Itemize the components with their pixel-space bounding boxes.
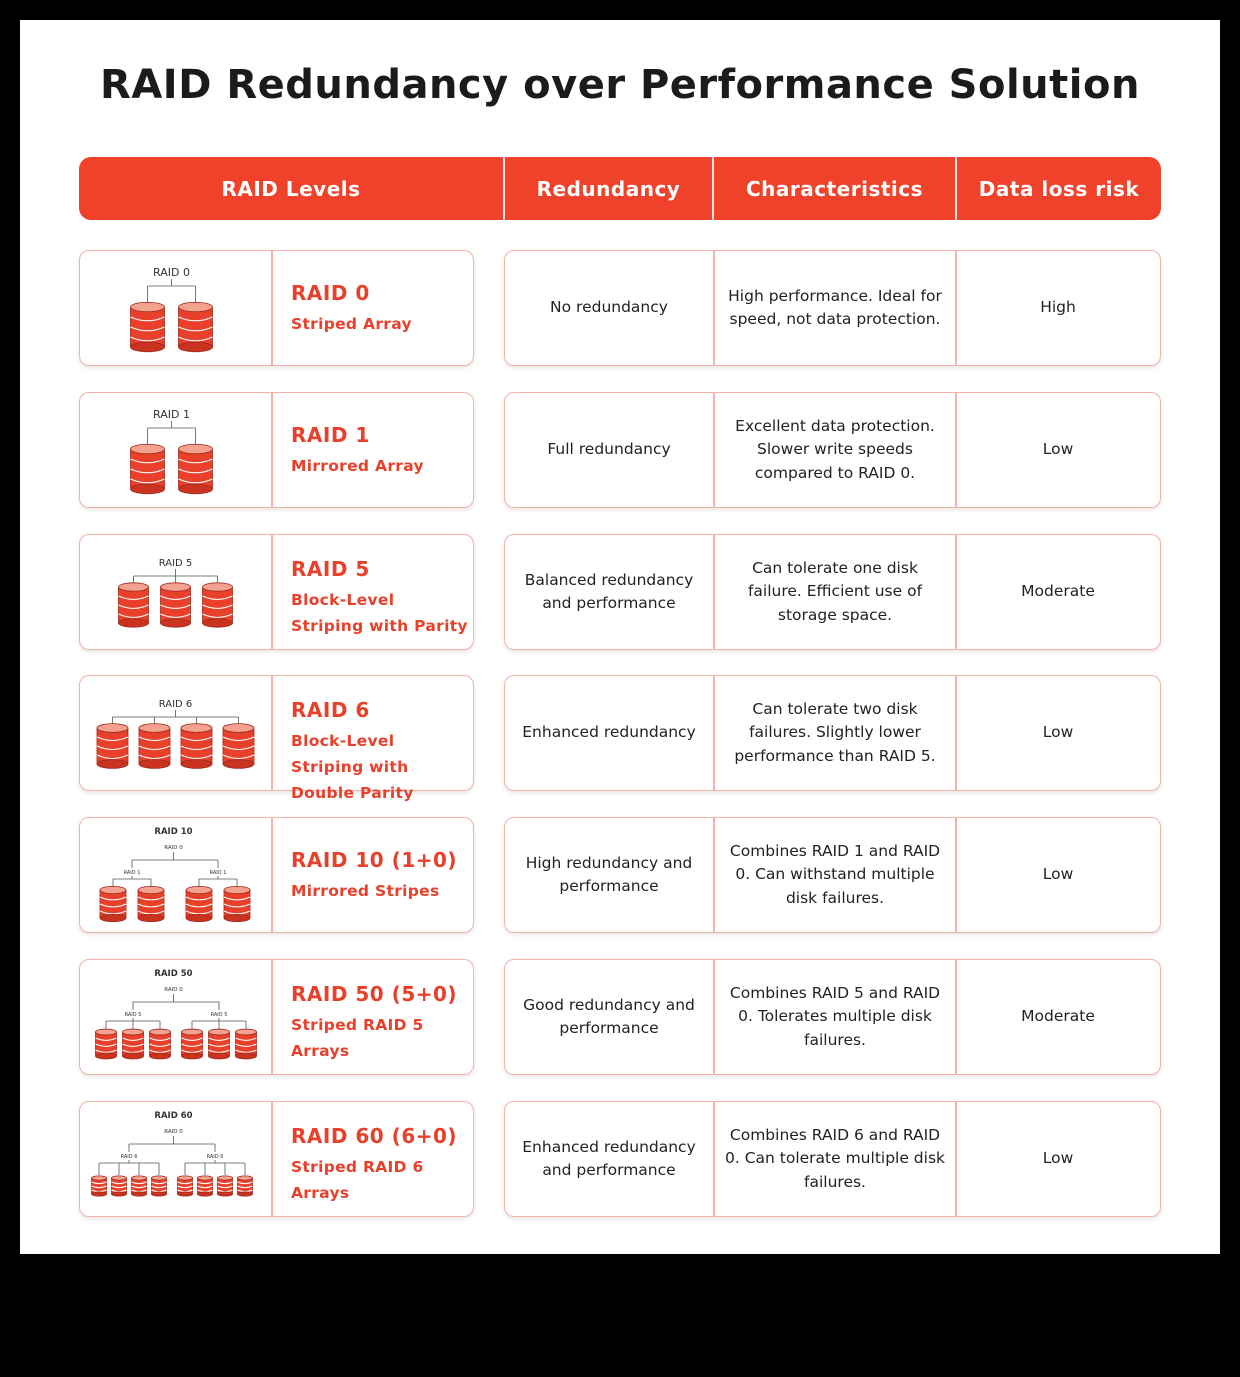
raid-details-card: [504, 959, 1161, 1075]
raid-level-card: [79, 817, 474, 933]
disk-icon: [218, 1176, 233, 1196]
data-loss-risk-cell: Moderate: [1021, 582, 1095, 601]
raid-level-name: RAID 6: [291, 698, 370, 722]
disk-icon: [198, 1176, 213, 1196]
redundancy-cell: Balanced redundancy and performance: [524, 570, 694, 612]
disk-icon: [179, 444, 213, 494]
raid-level-text: [291, 1124, 471, 1206]
raid-diagram-svg: [80, 818, 271, 932]
diagram-label: RAID 6: [120, 1154, 138, 1160]
card-divider: [271, 676, 273, 790]
diagram-label: RAID 1: [123, 870, 141, 876]
diagram-label: RAID 5: [158, 558, 193, 569]
raid-level-name: RAID 50 (5+0): [291, 982, 458, 1006]
raid-diagram: [80, 535, 271, 649]
disk-icon: [97, 724, 128, 769]
diagram-label: RAID 1: [153, 408, 190, 421]
raid-diagram: [80, 960, 271, 1074]
raid-diagram-svg: [80, 960, 271, 1074]
disk-icon: [152, 1176, 167, 1196]
characteristics-cell: Combines RAID 6 and RAID 0. Can tolerate multiple disk failures.: [724, 1125, 946, 1191]
disk-icon: [223, 724, 254, 769]
diagram-label: RAID 1: [209, 870, 227, 876]
raid-diagram-svg: [80, 251, 271, 365]
characteristics-cell: Combines RAID 5 and RAID 0. Tolerates multiple disk failures.: [729, 983, 941, 1049]
disk-icon: [131, 444, 165, 494]
raid-row: [0, 1101, 1240, 1217]
raid-level-text: [291, 281, 471, 337]
raid-level-description: Mirrored Stripes: [291, 882, 440, 900]
disk-icon: [236, 1029, 257, 1059]
diagram-label: RAID 6: [158, 699, 193, 710]
raid-level-name: RAID 1: [291, 423, 370, 447]
disk-icon: [178, 1176, 193, 1196]
data-loss-risk-cell: Low: [1042, 865, 1074, 884]
disk-icon: [186, 886, 212, 921]
data-loss-risk-cell: Moderate: [1021, 1007, 1095, 1026]
header-redundancy: Redundancy: [536, 176, 681, 201]
characteristics-cell: Can tolerate two disk failures. Slightly lower performance than RAID 5.: [734, 699, 936, 765]
raid-level-description: Striped RAID 5 Arrays: [291, 1016, 424, 1060]
raid-level-description: Block-Level Striping with Double Parity: [291, 732, 414, 802]
diagram-label: RAID 60: [154, 1111, 193, 1121]
raid-level-name: RAID 5: [291, 557, 370, 581]
raid-diagram: [80, 676, 271, 790]
raid-diagram: [80, 818, 271, 932]
redundancy-cell: Enhanced redundancy and performance: [522, 1137, 696, 1179]
raid-details-card: [504, 250, 1161, 366]
raid-details-card: [504, 675, 1161, 791]
card-divider: [271, 535, 273, 649]
raid-level-description: Mirrored Array: [291, 457, 424, 475]
disk-icon: [112, 1176, 127, 1196]
disk-icon: [181, 724, 212, 769]
raid-row: [0, 250, 1240, 366]
diagram-label: RAID 5: [124, 1012, 142, 1018]
raid-row: [0, 959, 1240, 1075]
raid-diagram-svg: [80, 676, 271, 790]
redundancy-cell: Full redundancy: [547, 440, 671, 459]
disk-icon: [238, 1176, 253, 1196]
raid-details-card: [504, 392, 1161, 508]
raid-diagram: [80, 251, 271, 365]
disk-icon: [138, 886, 164, 921]
disk-icon: [96, 1029, 117, 1059]
disk-icon: [150, 1029, 171, 1059]
raid-level-card: [79, 675, 474, 802]
diagram-label: RAID 10: [154, 827, 193, 837]
card-divider: [271, 393, 273, 507]
characteristics-cell: Can tolerate one disk failure. Efficient use of storage space.: [747, 558, 923, 624]
header-characteristics: Characteristics: [745, 176, 924, 201]
diagram-label: RAID 0: [164, 845, 183, 851]
raid-details-card: [504, 1101, 1161, 1217]
card-divider: [271, 960, 273, 1074]
disk-icon: [100, 886, 126, 921]
card-divider: [271, 818, 273, 932]
raid-level-text: [291, 982, 471, 1064]
redundancy-cell: Good redundancy and performance: [523, 995, 695, 1037]
data-loss-risk-cell: High: [1040, 298, 1076, 317]
header-data-loss-risk: Data loss risk: [978, 176, 1140, 201]
characteristics-cell: High performance. Ideal for speed, not data protection.: [728, 286, 942, 328]
raid-level-text: [291, 698, 471, 806]
raid-row: [0, 534, 1240, 650]
raid-diagram: [80, 393, 271, 507]
table-header: [79, 157, 1161, 220]
raid-row: [0, 675, 1240, 802]
raid-level-description: Block-Level Striping with Parity: [291, 591, 468, 635]
raid-row: [0, 392, 1240, 508]
raid-details-card: [504, 534, 1161, 650]
diagram-label: RAID 6: [206, 1154, 224, 1160]
diagram-label: RAID 0: [153, 266, 190, 279]
raid-level-name: RAID 60 (6+0): [291, 1124, 458, 1148]
raid-level-card: [79, 959, 474, 1075]
disk-icon: [119, 583, 149, 627]
raid-level-description: Striped RAID 6 Arrays: [291, 1158, 424, 1202]
raid-level-text: [291, 848, 471, 904]
redundancy-cell: Enhanced redundancy: [522, 723, 696, 742]
redundancy-cell: High redundancy and performance: [525, 853, 693, 895]
redundancy-cell: No redundancy: [550, 298, 668, 317]
disk-icon: [139, 724, 170, 769]
raid-details-card: [504, 817, 1161, 933]
raid-level-name: RAID 10 (1+0): [291, 848, 458, 872]
card-divider: [271, 1102, 273, 1216]
disk-icon: [182, 1029, 203, 1059]
raid-level-text: [291, 557, 471, 639]
raid-level-card: [79, 534, 474, 650]
raid-diagram-svg: [80, 393, 271, 507]
disk-icon: [131, 302, 165, 352]
characteristics-cell: Combines RAID 1 and RAID 0. Can withstand multiple disk failures.: [729, 841, 941, 907]
raid-level-name: RAID 0: [291, 281, 370, 305]
diagram-label: RAID 0: [164, 1129, 183, 1135]
raid-level-card: [79, 392, 474, 508]
data-loss-risk-cell: Low: [1042, 1149, 1074, 1168]
raid-diagram-svg: [80, 535, 271, 649]
disk-icon: [92, 1176, 107, 1196]
disk-icon: [203, 583, 233, 627]
disk-icon: [123, 1029, 144, 1059]
disk-icon: [224, 886, 250, 921]
raid-diagram: [80, 1102, 271, 1216]
raid-level-card: [79, 250, 474, 366]
raid-row: [0, 817, 1240, 933]
diagram-label: RAID 5: [210, 1012, 228, 1018]
raid-level-text: [291, 423, 471, 479]
card-divider: [271, 251, 273, 365]
disk-icon: [179, 302, 213, 352]
diagram-label: RAID 0: [164, 987, 183, 993]
characteristics-cell: Excellent data protection. Slower write speeds compared to RAID 0.: [735, 416, 935, 482]
disk-icon: [209, 1029, 230, 1059]
disk-icon: [132, 1176, 147, 1196]
header-raid-levels: RAID Levels: [221, 176, 361, 201]
raid-level-card: [79, 1101, 474, 1217]
disk-icon: [161, 583, 191, 627]
diagram-label: RAID 50: [154, 969, 193, 979]
raid-level-description: Striped Array: [291, 315, 412, 333]
raid-diagram-svg: [80, 1102, 271, 1216]
page-title: RAID Redundancy over Performance Solution: [100, 62, 1140, 108]
data-loss-risk-cell: Low: [1042, 723, 1074, 742]
data-loss-risk-cell: Low: [1042, 440, 1074, 459]
